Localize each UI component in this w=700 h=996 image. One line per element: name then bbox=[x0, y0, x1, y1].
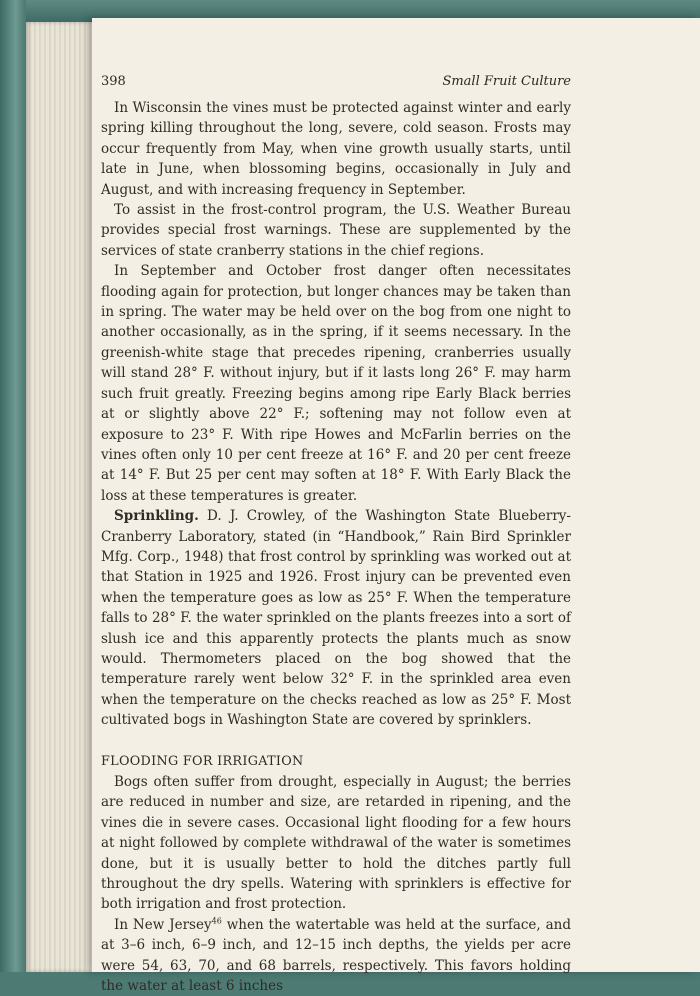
book-cover-spine bbox=[0, 0, 26, 972]
section-heading: FLOODING FOR IRRIGATION bbox=[101, 753, 304, 769]
paragraph-september-frost: In September and October frost danger often necessitates flooding again for protection, but longer chances may be taken than in spring. The water may be held over on the bog from one night to another occasionally, as in the spring, if it seems necessary. In the greenish-white stage that precedes ripening, cranberries usually will stand 28° F. without injury, but if it lasts long 26° F. may harm such fruit greatly. Freezing begins among ripe Early Black berries at or slightly above 22° F.; softening may not follow even at exposure to 23° F. With ripe Howes and McFarlin berries on the vines often only 10 per cent freeze at 16° F. and 20 per cent freeze at 14° F. But 25 per cent may soften at 18° F. With Early Black the loss at these temperatures is greater. bbox=[101, 263, 571, 504]
paragraph-drought: Bogs often suffer from drought, especially in August; the berries are reduced in number and size, are retarded in ripening, and the vines die in severe cases. Occasional light flooding for a few hours at night followed by complete withdrawal of the water is sometimes done, but it is usually better to hold the ditches partly full throughout the dry spells. Watering with sprinklers is effective for both irrigation and frost protection. bbox=[101, 774, 571, 913]
sprinkling-runin-heading: Sprinkling. bbox=[114, 508, 199, 525]
page-edges bbox=[26, 22, 96, 972]
paragraph-weather-bureau: To assist in the frost-control program, the U.S. Weather Bureau provides special frost warnings. These are supplemented by the services of state cranberry stations in the chief regions. bbox=[101, 202, 571, 259]
paragraph-sprinkling bbox=[101, 506, 571, 730]
page-header bbox=[101, 74, 571, 89]
new-jersey-text: when the watertable was held at the surface, and at 3–6 inch, 6–9 inch, and 12–15 inch depths, the yields per acre were 54, 63, 70, and 68 barrels, respectively. This favors holding the water at least 6 inches bbox=[101, 916, 571, 995]
running-title: Small Fruit Culture bbox=[442, 74, 571, 89]
footnote-ref: 46 bbox=[211, 916, 222, 926]
sprinkling-text: D. J. Crowley, of the Washington State Blueberry-Cranberry Laboratory, stated (in “Handbook,” Rain Bird Sprinkler Mfg. Corp., 1948) that frost control by sprinkling was worked out at that Station in 1925 and 1926. Frost injury can be prevented even when the temperature goes as low as 25° F. When the temperature falls to 28° F. the water sprinkled on the plants freezes into a sort of slush ice and this apparently protects the plants much as snow would. Thermometers placed on the bog showed that the temperature rarely went below 32° F. in the sprinkled area even when the temperature on the checks reached as low as 25° F. Most cultivated bogs in Washington State are covered by sprinklers. bbox=[101, 508, 571, 729]
new-jersey-lead: In New Jersey bbox=[114, 916, 212, 933]
body-text bbox=[101, 98, 571, 996]
paragraph-new-jersey bbox=[101, 915, 571, 996]
page-number: 398 bbox=[101, 74, 126, 89]
paragraph-wisconsin: In Wisconsin the vines must be protected against winter and early spring killing throughout the long, severe, cold season. Frosts may occur frequently from May, when vine growth usually starts, until late in June, when blossoming begins, occasionally in July and August, and with increasing frequency in September. bbox=[101, 100, 571, 198]
